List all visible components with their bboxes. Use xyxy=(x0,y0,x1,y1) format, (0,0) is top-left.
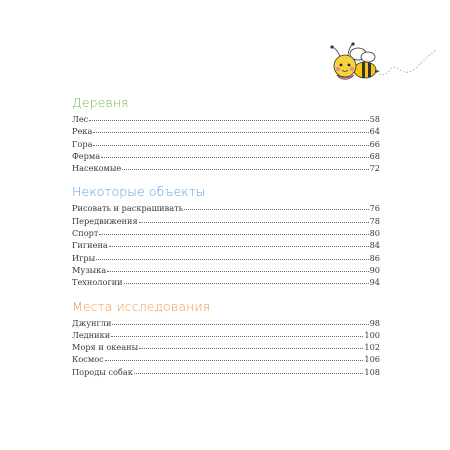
entry-label: Породы собак xyxy=(72,366,133,377)
toc-entry[interactable] xyxy=(72,162,380,174)
toc-entry[interactable] xyxy=(72,113,380,125)
toc-section-objects xyxy=(72,183,380,288)
entry-label: Рисовать и раскрашивать xyxy=(72,203,184,214)
entry-label: Моря и океаны xyxy=(72,342,139,353)
entry-label: Спорт xyxy=(72,228,99,239)
toc-entry[interactable] xyxy=(72,353,380,365)
toc-entry[interactable] xyxy=(72,125,380,137)
dot-leader xyxy=(184,209,368,210)
entry-label: Джунгли xyxy=(72,317,112,328)
dot-leader xyxy=(122,169,368,170)
dot-leader xyxy=(99,234,368,235)
entry-page-number: 58 xyxy=(369,114,380,124)
toc-entry[interactable] xyxy=(72,202,380,214)
section-title: Деревня xyxy=(72,95,129,110)
entry-page-number: 90 xyxy=(369,264,380,275)
dot-leader xyxy=(111,336,363,337)
dot-leader xyxy=(112,324,368,325)
entry-label: Ферма xyxy=(72,150,101,161)
toc-entry[interactable] xyxy=(72,329,380,341)
entry-label: Космос xyxy=(72,354,104,365)
section-title: Места исследования xyxy=(72,298,211,314)
toc-entry[interactable] xyxy=(72,341,380,353)
dot-leader xyxy=(124,283,369,284)
dot-leader xyxy=(89,120,368,121)
dot-leader xyxy=(107,271,368,272)
toc-entry[interactable] xyxy=(72,252,380,264)
toc-entry[interactable] xyxy=(72,239,380,251)
toc-entry[interactable] xyxy=(72,366,380,378)
dot-leader xyxy=(93,145,368,146)
entry-page-number: 98 xyxy=(369,317,380,328)
entry-page-number: 72 xyxy=(369,163,380,174)
entry-page-number: 80 xyxy=(369,228,380,239)
entry-label: Гора xyxy=(72,138,93,149)
dot-leader xyxy=(96,259,368,260)
entry-label: Лес xyxy=(72,114,89,124)
dot-leader xyxy=(139,348,363,349)
toc-entry[interactable] xyxy=(72,227,380,239)
entry-page-number: 106 xyxy=(364,354,380,365)
dot-leader xyxy=(139,222,369,223)
entry-page-number: 100 xyxy=(364,329,380,340)
entry-page-number: 68 xyxy=(369,150,380,161)
entry-label: Технологии xyxy=(72,277,123,288)
entry-label: Насекомые xyxy=(72,163,122,174)
dot-leader xyxy=(105,360,364,361)
entry-label: Гигиена xyxy=(72,240,108,251)
dot-leader xyxy=(109,246,369,247)
toc-section-exploration xyxy=(72,298,380,378)
entry-page-number: 84 xyxy=(369,240,380,251)
bee-icon xyxy=(318,30,438,90)
entry-page-number: 86 xyxy=(369,252,380,263)
entry-label: Игры xyxy=(72,252,96,263)
section-title: Некоторые объекты xyxy=(72,184,206,200)
entry-page-number: 94 xyxy=(369,277,380,288)
toc-entry[interactable] xyxy=(72,215,380,227)
entry-page-number: 108 xyxy=(364,366,380,377)
entry-page-number: 64 xyxy=(369,126,380,137)
dot-leader xyxy=(134,373,364,374)
table-of-contents xyxy=(72,94,380,387)
entry-page-number: 102 xyxy=(364,342,380,353)
toc-entry[interactable] xyxy=(72,150,380,162)
toc-section-village xyxy=(72,94,380,174)
entry-page-number: 76 xyxy=(369,203,380,214)
toc-entry[interactable] xyxy=(72,264,380,276)
dot-leader xyxy=(101,157,368,158)
toc-entry[interactable] xyxy=(72,276,380,288)
entry-label: Передвижения xyxy=(72,215,138,226)
entry-label: Музыка xyxy=(72,264,107,275)
entry-label: Река xyxy=(72,126,93,137)
entry-page-number: 78 xyxy=(369,215,380,226)
entry-page-number: 66 xyxy=(369,138,380,149)
toc-entry[interactable] xyxy=(72,317,380,329)
dot-leader xyxy=(93,132,368,133)
entry-label: Ледники xyxy=(72,329,111,340)
toc-entry[interactable] xyxy=(72,138,380,150)
